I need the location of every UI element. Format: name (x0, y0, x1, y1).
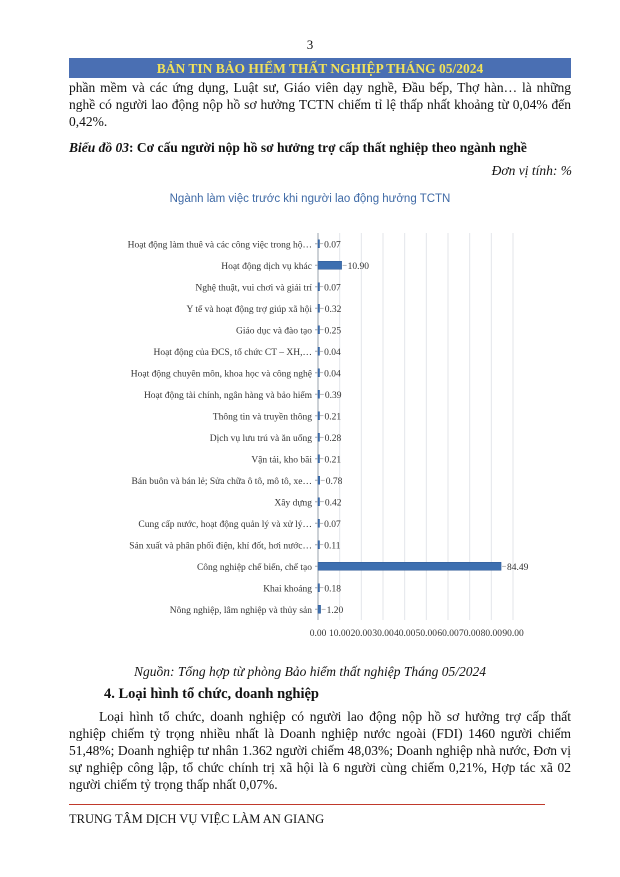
footer-text: TRUNG TÂM DỊCH VỤ VIỆC LÀM AN GIANG (69, 812, 325, 826)
page-number: 3 (306, 37, 314, 52)
bar (318, 476, 320, 484)
data-label: 0.07 (324, 519, 341, 530)
section-heading: 4. Loại hình tổ chức, doanh nghiệp (104, 686, 319, 702)
chart-source: Nguồn: Tổng hợp từ phòng Bảo hiểm thất nghiệp Tháng 05/2024 (133, 664, 487, 679)
category-label: Bán buôn và bán lẻ; Sửa chữa ô tô, mô tô, xe… (131, 476, 312, 487)
bar (318, 562, 501, 570)
category-label: Hoạt động dịch vụ khác (221, 261, 312, 272)
data-label: 0.28 (324, 433, 342, 444)
category-label: Hoạt động làm thuê và các công việc trong hộ… (127, 240, 312, 251)
unit-label: Đơn vị tính: % (491, 163, 572, 178)
intro-paragraph: phần mềm và các ứng dụng, Luật sư, Giáo viên dạy nghề, Đầu bếp, Thợ hàn… là những nghề có người lao động nộp hồ sơ hưởng TCTN chiếm tỉ lệ thấp nhất khoảng từ 0,04% đến 0,42%. (69, 80, 571, 129)
bar (318, 605, 321, 613)
data-label: 0.04 (324, 369, 341, 380)
bar (318, 498, 320, 506)
data-label: 0.11 (324, 541, 341, 552)
category-label: Sản xuất và phân phối điện, khí đốt, hơi nước… (129, 541, 312, 552)
bar (318, 390, 320, 398)
x-tick-label: 80.00 (480, 629, 503, 639)
category-label: Hoạt động của ĐCS, tổ chức CT – XH,… (153, 347, 312, 358)
category-label: Công nghiệp chế biến, chế tạo (196, 562, 312, 573)
category-label: Giáo dục và đào tạo (236, 326, 312, 337)
data-label: 0.21 (324, 412, 342, 423)
data-label: 0.25 (324, 326, 342, 337)
footer-rule (69, 804, 545, 805)
category-label: Y tế và hoạt động trợ giúp xã hội (186, 304, 312, 315)
data-label: 0.21 (324, 455, 342, 466)
data-label: 0.42 (324, 498, 342, 509)
x-tick-label: 60.00 (437, 629, 459, 639)
chart-caption-text: : Cơ cấu người nộp hồ sơ hưởng trợ cấp thất nghiệp theo ngành nghề (129, 140, 527, 155)
x-tick-label: 70.00 (458, 629, 481, 639)
data-label: 0.07 (324, 240, 341, 251)
bar (318, 304, 320, 312)
chart-title: Ngành làm việc trước khi người lao động hưởng TCTN (169, 193, 451, 205)
category-label: Thông tin và truyền thông (212, 412, 312, 423)
category-label: Vận tải, kho bãi (251, 455, 312, 466)
x-tick-label: 50.00 (415, 629, 438, 639)
category-label: Nghệ thuật, vui chơi và giải trí (195, 283, 312, 294)
x-tick-label: 20.00 (350, 629, 373, 639)
category-label: Cung cấp nước, hoạt động quản lý và xử lý… (138, 519, 312, 530)
bar (318, 433, 320, 441)
category-label: Dịch vụ lưu trú và ăn uống (209, 433, 312, 444)
bar (318, 455, 320, 463)
data-label: 0.18 (324, 584, 342, 595)
data-label: 84.49 (507, 562, 529, 573)
bar (318, 326, 320, 334)
chart-caption-label: Biểu đồ 03 (69, 140, 130, 155)
data-label: 10.90 (347, 261, 369, 272)
data-label: 0.04 (324, 347, 341, 358)
section-paragraph: Loại hình tổ chức, doanh nghiệp có người lao động nộp hồ sơ hưởng trợ cấp thất nghiệp chiếm tỷ trọng nhiều nhất là Doanh nghiệp nước ngoài (FDI) 1460 người chiếm 51,48%; Doanh nghiệp tư nhân 1.362 người chiếm 48,03%; Doanh nghiệp nhà nước, Đơn vị sự nghiệp công lập, tổ chức chính trị xã hội là 6 người cùng chiếm 0,21%, Hợp tác xã 02 người chiếm tỷ trọng thấp nhất 0,07%. (69, 709, 571, 792)
category-label: Hoạt động chuyên môn, khoa học và công nghệ (130, 369, 312, 380)
bar (318, 584, 320, 592)
x-tick-label: 40.00 (393, 629, 416, 639)
category-label: Khai khoáng (263, 584, 312, 595)
newsletter-banner: BẢN TIN BẢO HIỂM THẤT NGHIỆP THÁNG 05/2024 (69, 58, 571, 78)
data-label: 0.07 (324, 283, 341, 294)
x-tick-label: 30.00 (372, 629, 394, 639)
category-label: Nông nghiệp, lâm nghiệp và thủy sản (169, 605, 312, 616)
bar (318, 412, 320, 420)
bar (318, 261, 342, 269)
x-tick-label: 0.00 (309, 629, 327, 639)
data-label: 0.32 (324, 304, 342, 315)
category-label: Xây dựng (274, 498, 312, 509)
data-label: 1.20 (326, 605, 344, 616)
data-label: 0.78 (325, 476, 343, 487)
data-label: 0.39 (324, 390, 342, 401)
x-tick-label: 10.00 (328, 629, 351, 639)
category-label: Hoạt động tài chính, ngân hàng và bảo hiểm (143, 390, 312, 401)
x-tick-label: 90.00 (502, 629, 524, 639)
